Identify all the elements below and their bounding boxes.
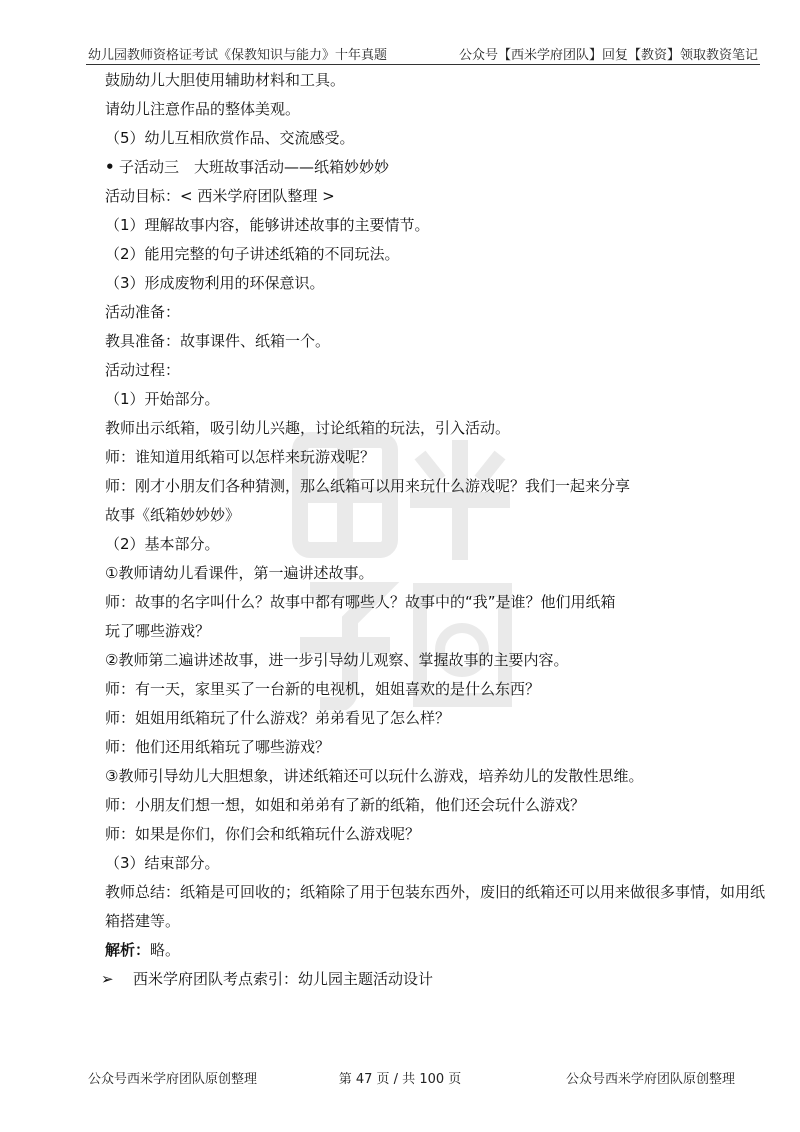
body-line: 教具准备：故事课件、纸箱一个。 <box>105 332 331 350</box>
body-line: 玩了哪些游戏？ <box>105 622 211 640</box>
analysis-text: 略。 <box>150 941 181 959</box>
body-line: 活动过程： <box>105 361 181 379</box>
body-line: （3）结束部分。 <box>105 854 220 872</box>
body-line: 教师总结：纸箱是可回收的；纸箱除了用于包装东西外，废旧的纸箱还可以用来做很多事情，如用纸 <box>105 883 766 901</box>
header-divider <box>86 64 760 65</box>
footer-left-text: 公众号西米学府团队原创整理 <box>88 1072 258 1087</box>
body-line: 师：小朋友们想一想，如姐和弟弟有了新的纸箱，他们还会玩什么游戏？ <box>105 796 586 814</box>
header-right-text: 公众号【西米学府团队】回复【教资】领取教资笔记 <box>458 48 758 63</box>
analysis-label: 解析： <box>105 941 151 959</box>
body-line: 活动准备： <box>105 303 181 321</box>
arrow-bullet-icon: ➢ <box>101 970 114 988</box>
page-number: 第 47 页 / 共 100 页 <box>338 1072 462 1087</box>
body-line: 师：故事的名字叫什么？故事中都有哪些人？故事中的“我”是谁？他们用纸箱 <box>105 593 616 611</box>
body-line: 故事《纸箱妙妙妙》 <box>105 506 241 524</box>
sub-activity-title: 子活动三 大班故事活动——纸箱妙妙妙 <box>119 158 390 176</box>
index-line <box>101 965 755 994</box>
page-footer <box>0 1068 800 1098</box>
analysis-line <box>105 936 755 965</box>
body-line: ②教师第二遍讲述故事，进一步引导幼儿观察、掌握故事的主要内容。 <box>105 651 569 669</box>
body-line: 师：他们还用纸箱玩了哪些游戏？ <box>105 738 331 756</box>
body-line: ①教师请幼儿看课件，第一遍讲述故事。 <box>105 564 374 582</box>
page-header <box>0 0 800 66</box>
body-line: 师：谁知道用纸箱可以怎样来玩游戏呢？ <box>105 448 376 466</box>
body-line: （1）开始部分。 <box>105 390 220 408</box>
body-line: 师：有一天，家里买了一台新的电视机，姐姐喜欢的是什么东西？ <box>105 680 541 698</box>
body-line: 教师出示纸箱，吸引幼儿兴趣，讨论纸箱的玩法，引入活动。 <box>105 419 511 437</box>
body-line: 师：如果是你们，你们会和纸箱玩什么游戏呢？ <box>105 825 421 843</box>
body-line: 箱搭建等。 <box>105 912 181 930</box>
body-line: 师：姐姐用纸箱玩了什么游戏？弟弟看见了怎么样？ <box>105 709 451 727</box>
body-line: （2）能用完整的句子讲述纸箱的不同玩法。 <box>105 245 400 263</box>
body-line: （1）理解故事内容，能够讲述故事的主要情节。 <box>105 216 430 234</box>
body-line: 请幼儿注意作品的整体美观。 <box>105 100 301 118</box>
body-line: （2）基本部分。 <box>105 535 220 553</box>
body-line: （3）形成废物利用的环保意识。 <box>105 274 325 292</box>
document-body <box>101 66 766 994</box>
body-line: ③教师引导幼儿大胆想象，讲述纸箱还可以玩什么游戏，培养幼儿的发散性思维。 <box>105 767 644 785</box>
header-left-text: 幼儿园教师资格证考试《保教知识与能力》十年真题 <box>88 48 388 63</box>
bullet-icon: • <box>105 158 115 176</box>
sub-activity-heading <box>105 153 755 182</box>
body-line: （5）幼儿互相欣赏作品、交流感受。 <box>105 129 355 147</box>
footer-right-text: 公众号西米学府团队原创整理 <box>565 1072 735 1087</box>
body-line: 鼓励幼儿大胆使用辅助材料和工具。 <box>105 71 346 89</box>
body-line: 活动目标：< 西米学府团队整理 > <box>105 187 335 205</box>
body-line: 师：刚才小朋友们各种猜测，那么纸箱可以用来玩什么游戏呢？我们一起来分享 <box>105 477 631 495</box>
index-text: 西米学府团队考点索引：幼儿园主题活动设计 <box>133 970 434 988</box>
